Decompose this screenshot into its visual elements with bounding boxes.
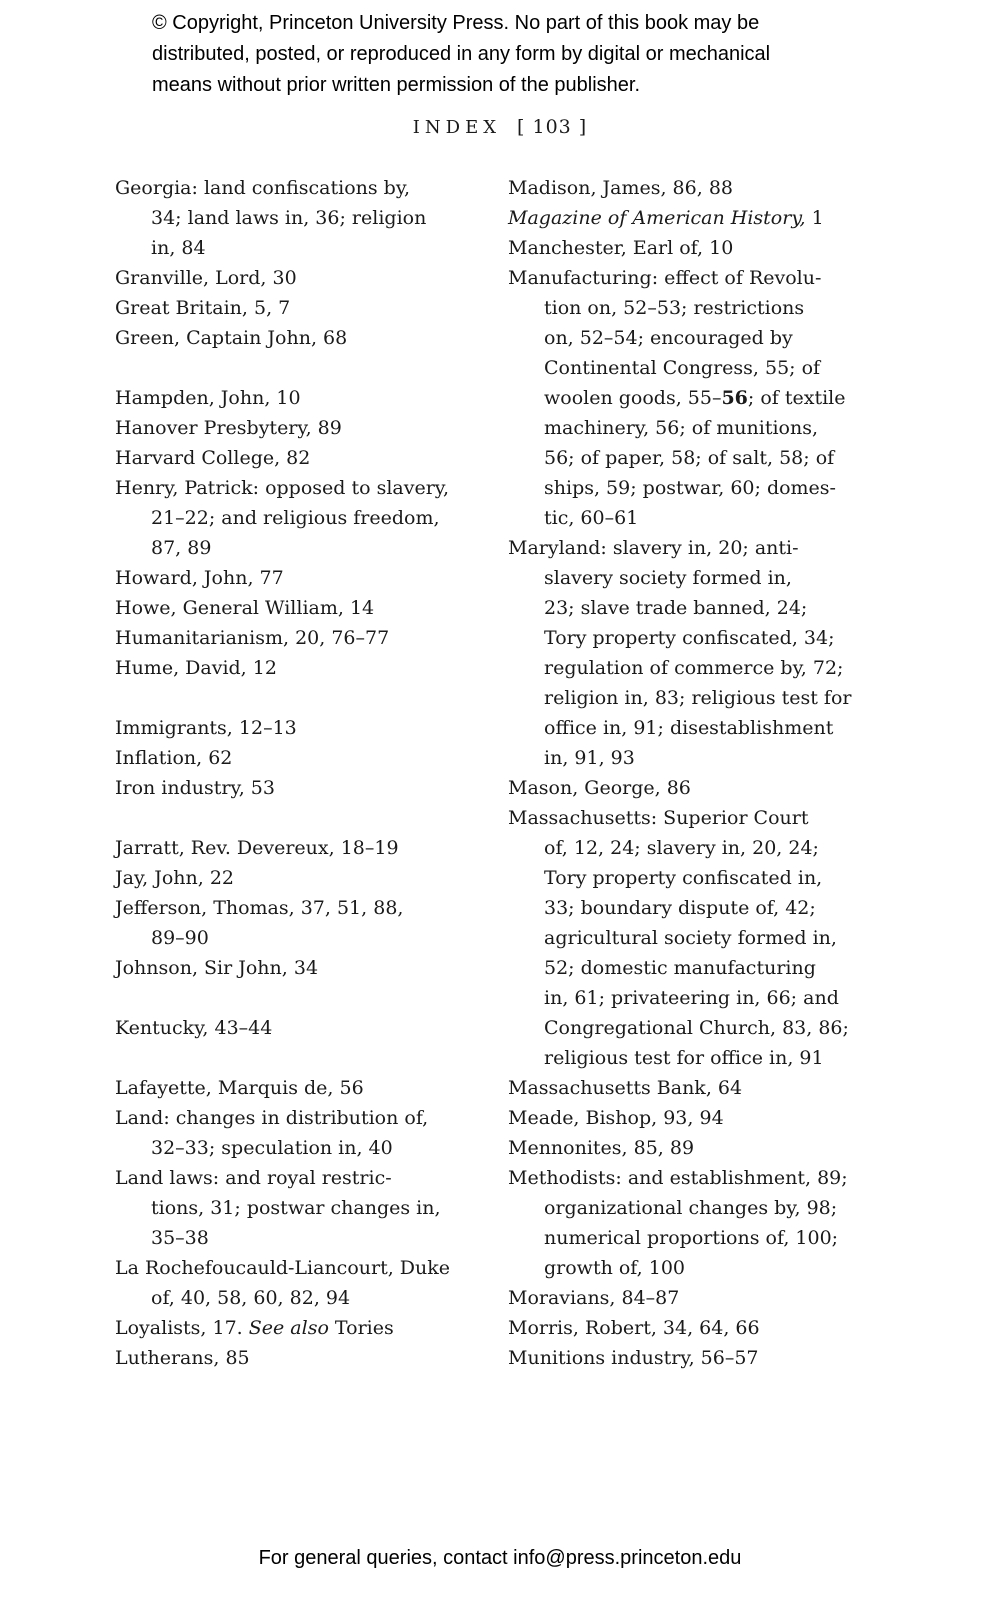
index-entry-line: [508, 293, 908, 323]
copyright-line: distributed, posted, or reproduced in any form by digital or mechanical: [152, 43, 771, 65]
index-blank-line: [115, 683, 500, 713]
copyright-line: means without prior written permission of the publisher.: [152, 74, 641, 96]
index-entry-text: Jarratt, Rev. Devereux, 18–19: [115, 837, 399, 859]
index-entry-text: 21–22; and religious freedom,: [151, 507, 440, 529]
index-entry-line: [115, 623, 500, 653]
index-column-right: [508, 173, 908, 1373]
index-entry-text: in, 91, 93: [544, 747, 635, 769]
footer-contact-text: For general queries, contact info@press.princeton.edu: [258, 1547, 742, 1569]
copyright-notice: [152, 8, 770, 101]
index-entry-text: organizational changes by, 98;: [544, 1197, 838, 1219]
index-entry-line: [115, 923, 500, 953]
index-entry-line: [508, 1133, 908, 1163]
index-entry-text: Manchester, Earl of, 10: [508, 237, 734, 259]
index-entry-line: [115, 1013, 500, 1043]
page-number: [ 103 ]: [517, 116, 588, 138]
page-heading: [0, 112, 1000, 143]
index-entry-line: [508, 1223, 908, 1253]
index-entry-line: [115, 1283, 500, 1313]
index-entry-text: numerical proportions of, 100;: [544, 1227, 839, 1249]
index-entry-line: [115, 593, 500, 623]
index-entry-text: Land: changes in distribution of,: [115, 1107, 429, 1129]
index-entry-line: [508, 413, 908, 443]
index-entry-text: Land laws: and royal restric-: [115, 1167, 392, 1189]
index-entry-line: [115, 293, 500, 323]
index-entry-line: [508, 833, 908, 863]
index-title: INDEX: [412, 117, 502, 138]
index-entry-text: machinery, 56; of munitions,: [544, 417, 819, 439]
index-entry-line: [115, 323, 500, 353]
index-entry-line: [115, 1163, 500, 1193]
index-entry-text: religious test for office in, 91: [544, 1047, 824, 1069]
index-entry-text: tic, 60–61: [544, 507, 639, 529]
index-entry-text: Moravians, 84–87: [508, 1287, 680, 1309]
index-entry-line: [508, 563, 908, 593]
index-entry-line: [508, 503, 908, 533]
index-entry-text: Methodists: and establishment, 89;: [508, 1167, 848, 1189]
index-entry-line: [508, 683, 908, 713]
index-entry-text: Kentucky, 43–44: [115, 1017, 273, 1039]
index-entry-line: [508, 953, 908, 983]
index-entry-line: [508, 983, 908, 1013]
index-entry-text: in, 61; privateering in, 66; and: [544, 987, 839, 1009]
index-entry-text: Harvard College, 82: [115, 447, 311, 469]
index-entry-line: [115, 713, 500, 743]
index-entry-line: [115, 1133, 500, 1163]
index-entry-text: in, 84: [151, 237, 206, 259]
index-entry-line: [115, 173, 500, 203]
index-entry-line: [508, 1343, 908, 1373]
index-entry-line: [115, 563, 500, 593]
index-entry-line: [115, 1193, 500, 1223]
index-entry-line: [508, 323, 908, 353]
index-entry-line: [508, 383, 908, 413]
index-entry-text: Morris, Robert, 34, 64, 66: [508, 1317, 760, 1339]
index-entry-text: 89–90: [151, 927, 209, 949]
index-blank-line: [115, 983, 500, 1013]
index-entry-line: [508, 803, 908, 833]
index-entry-text: of, 40, 58, 60, 82, 94: [151, 1287, 351, 1309]
index-entry-line: [115, 203, 500, 233]
index-entry-line: [508, 443, 908, 473]
index-entry-text: Meade, Bishop, 93, 94: [508, 1107, 724, 1129]
index-entry-text: Lafayette, Marquis de, 56: [115, 1077, 364, 1099]
index-entry-line: [508, 773, 908, 803]
index-entry-line: [508, 893, 908, 923]
index-entry-line: [115, 443, 500, 473]
index-entry-line: [115, 653, 500, 683]
index-entry-text: Tory property confiscated, 34;: [544, 627, 835, 649]
index-entry-line: [508, 743, 908, 773]
index-entry-line: [508, 863, 908, 893]
index-entry-text: Jefferson, Thomas, 37, 51, 88,: [115, 897, 404, 919]
index-entry-line: [508, 533, 908, 563]
index-entry-text: 52; domestic manufacturing: [544, 957, 816, 979]
index-entry-line: [508, 473, 908, 503]
index-entry-line: [508, 593, 908, 623]
index-entry-text: Munitions industry, 56–57: [508, 1347, 759, 1369]
index-entry-line: [508, 623, 908, 653]
index-entry-text: Green, Captain John, 68: [115, 327, 348, 349]
index-entry-text: Lutherans, 85: [115, 1347, 250, 1369]
index-entry-line: [115, 413, 500, 443]
index-entry-text: of, 12, 24; slavery in, 20, 24;: [544, 837, 819, 859]
index-entry-text: Massachusetts Bank, 64: [508, 1077, 743, 1099]
index-entry-text: Tory property confiscated in,: [544, 867, 823, 889]
index-entry-line: [115, 1103, 500, 1133]
index-entry-line: [508, 1163, 908, 1193]
index-entry-line: [508, 1073, 908, 1103]
index-entry-text: tions, 31; postwar changes in,: [151, 1197, 441, 1219]
index-entry-text: regulation of commerce by, 72;: [544, 657, 844, 679]
index-entry-text: 34; land laws in, 36; religion: [151, 207, 427, 229]
index-entry-text: Magazine of American History,: [508, 207, 806, 229]
index-entry-line: [508, 1253, 908, 1283]
index-entry-text: Continental Congress, 55; of: [544, 357, 821, 379]
index-entry-text: Tories: [328, 1317, 394, 1339]
index-entry-text: See also: [248, 1317, 329, 1339]
index-entry-line: [508, 1283, 908, 1313]
index-entry-line: [115, 893, 500, 923]
copyright-line: © Copyright, Princeton University Press. No part of this book may be: [152, 12, 760, 34]
index-entry-line: [115, 743, 500, 773]
index-entry-line: [115, 953, 500, 983]
index-entry-text: 87, 89: [151, 537, 212, 559]
index-entry-line: [115, 533, 500, 563]
index-entry-text: Georgia: land confiscations by,: [115, 177, 411, 199]
index-entry-line: [115, 863, 500, 893]
index-entry-line: [508, 173, 908, 203]
index-entry-line: [115, 1253, 500, 1283]
index-entry-text: slavery society formed in,: [544, 567, 792, 589]
index-entry-text: Immigrants, 12–13: [115, 717, 297, 739]
index-entry-text: religion in, 83; religious test for: [544, 687, 852, 709]
index-entry-text: ; of textile: [747, 387, 846, 409]
index-entry-text: Manufacturing: effect of Revolu-: [508, 267, 822, 289]
index-entry-text: agricultural society formed in,: [544, 927, 837, 949]
index-blank-line: [115, 803, 500, 833]
index-entry-text: Jay, John, 22: [115, 867, 235, 889]
index-blank-line: [115, 353, 500, 383]
index-entry-text: Howard, John, 77: [115, 567, 284, 589]
index-entry-text: Hampden, John, 10: [115, 387, 301, 409]
index-entry-text: Inflation, 62: [115, 747, 233, 769]
index-entry-text: 33; boundary dispute of, 42;: [544, 897, 816, 919]
index-entry-line: [115, 263, 500, 293]
index-entry-text: Johnson, Sir John, 34: [115, 957, 319, 979]
index-entry-line: [115, 383, 500, 413]
index-entry-text: Congregational Church, 83, 86;: [544, 1017, 849, 1039]
index-entry-line: [508, 203, 908, 233]
index-entry-text: tion on, 52–53; restrictions: [544, 297, 805, 319]
index-entry-line: [115, 1343, 500, 1373]
index-column-left: [115, 173, 500, 1373]
index-entry-line: [508, 713, 908, 743]
index-entry-text: Madison, James, 86, 88: [508, 177, 733, 199]
index-entry-line: [508, 353, 908, 383]
index-entry-text: Mason, George, 86: [508, 777, 691, 799]
index-entry-text: Great Britain, 5, 7: [115, 297, 291, 319]
index-entry-line: [508, 1313, 908, 1343]
index-entry-line: [115, 503, 500, 533]
index-entry-text: Hanover Presbytery, 89: [115, 417, 342, 439]
index-entry-text: growth of, 100: [544, 1257, 685, 1279]
index-entry-line: [115, 773, 500, 803]
index-entry-line: [115, 233, 500, 263]
index-entry-line: [115, 1313, 500, 1343]
index-entry-text: Maryland: slavery in, 20; anti-: [508, 537, 799, 559]
index-entry-text: 23; slave trade banned, 24;: [544, 597, 808, 619]
index-entry-text: Granville, Lord, 30: [115, 267, 297, 289]
index-entry-text: Iron industry, 53: [115, 777, 275, 799]
index-entry-line: [115, 833, 500, 863]
index-entry-text: on, 52–54; encouraged by: [544, 327, 793, 349]
index-entry-text: ships, 59; postwar, 60; domes-: [544, 477, 836, 499]
index-entry-text: Hume, David, 12: [115, 657, 277, 679]
index-entry-line: [115, 473, 500, 503]
footer-contact: [0, 1544, 1000, 1572]
index-entry-line: [508, 1043, 908, 1073]
index-entry-line: [508, 263, 908, 293]
index-entry-text: Henry, Patrick: opposed to slavery,: [115, 477, 450, 499]
index-entry-line: [508, 1103, 908, 1133]
index-entry-line: [508, 653, 908, 683]
index-entry-text: 56: [721, 387, 748, 409]
index-entry-text: Mennonites, 85, 89: [508, 1137, 695, 1159]
index-entry-text: La Rochefoucauld-Liancourt, Duke: [115, 1257, 451, 1279]
index-entry-text: Loyalists, 17.: [115, 1317, 249, 1339]
index-entry-text: office in, 91; disestablishment: [544, 717, 834, 739]
index-entry-text: 35–38: [151, 1227, 209, 1249]
index-entry-text: 32–33; speculation in, 40: [151, 1137, 393, 1159]
index-entry-line: [115, 1223, 500, 1253]
index-entry-text: 1: [805, 207, 824, 229]
index-entry-line: [115, 1073, 500, 1103]
index-entry-line: [508, 1193, 908, 1223]
index-entry-text: Howe, General William, 14: [115, 597, 375, 619]
index-entry-line: [508, 233, 908, 263]
index-blank-line: [115, 1043, 500, 1073]
index-entry-text: Massachusetts: Superior Court: [508, 807, 809, 829]
index-entry-text: 56; of paper, 58; of salt, 58; of: [544, 447, 835, 469]
index-entry-line: [508, 923, 908, 953]
index-entry-text: woolen goods, 55–: [544, 387, 722, 409]
index-entry-text: Humanitarianism, 20, 76–77: [115, 627, 390, 649]
index-entry-line: [508, 1013, 908, 1043]
